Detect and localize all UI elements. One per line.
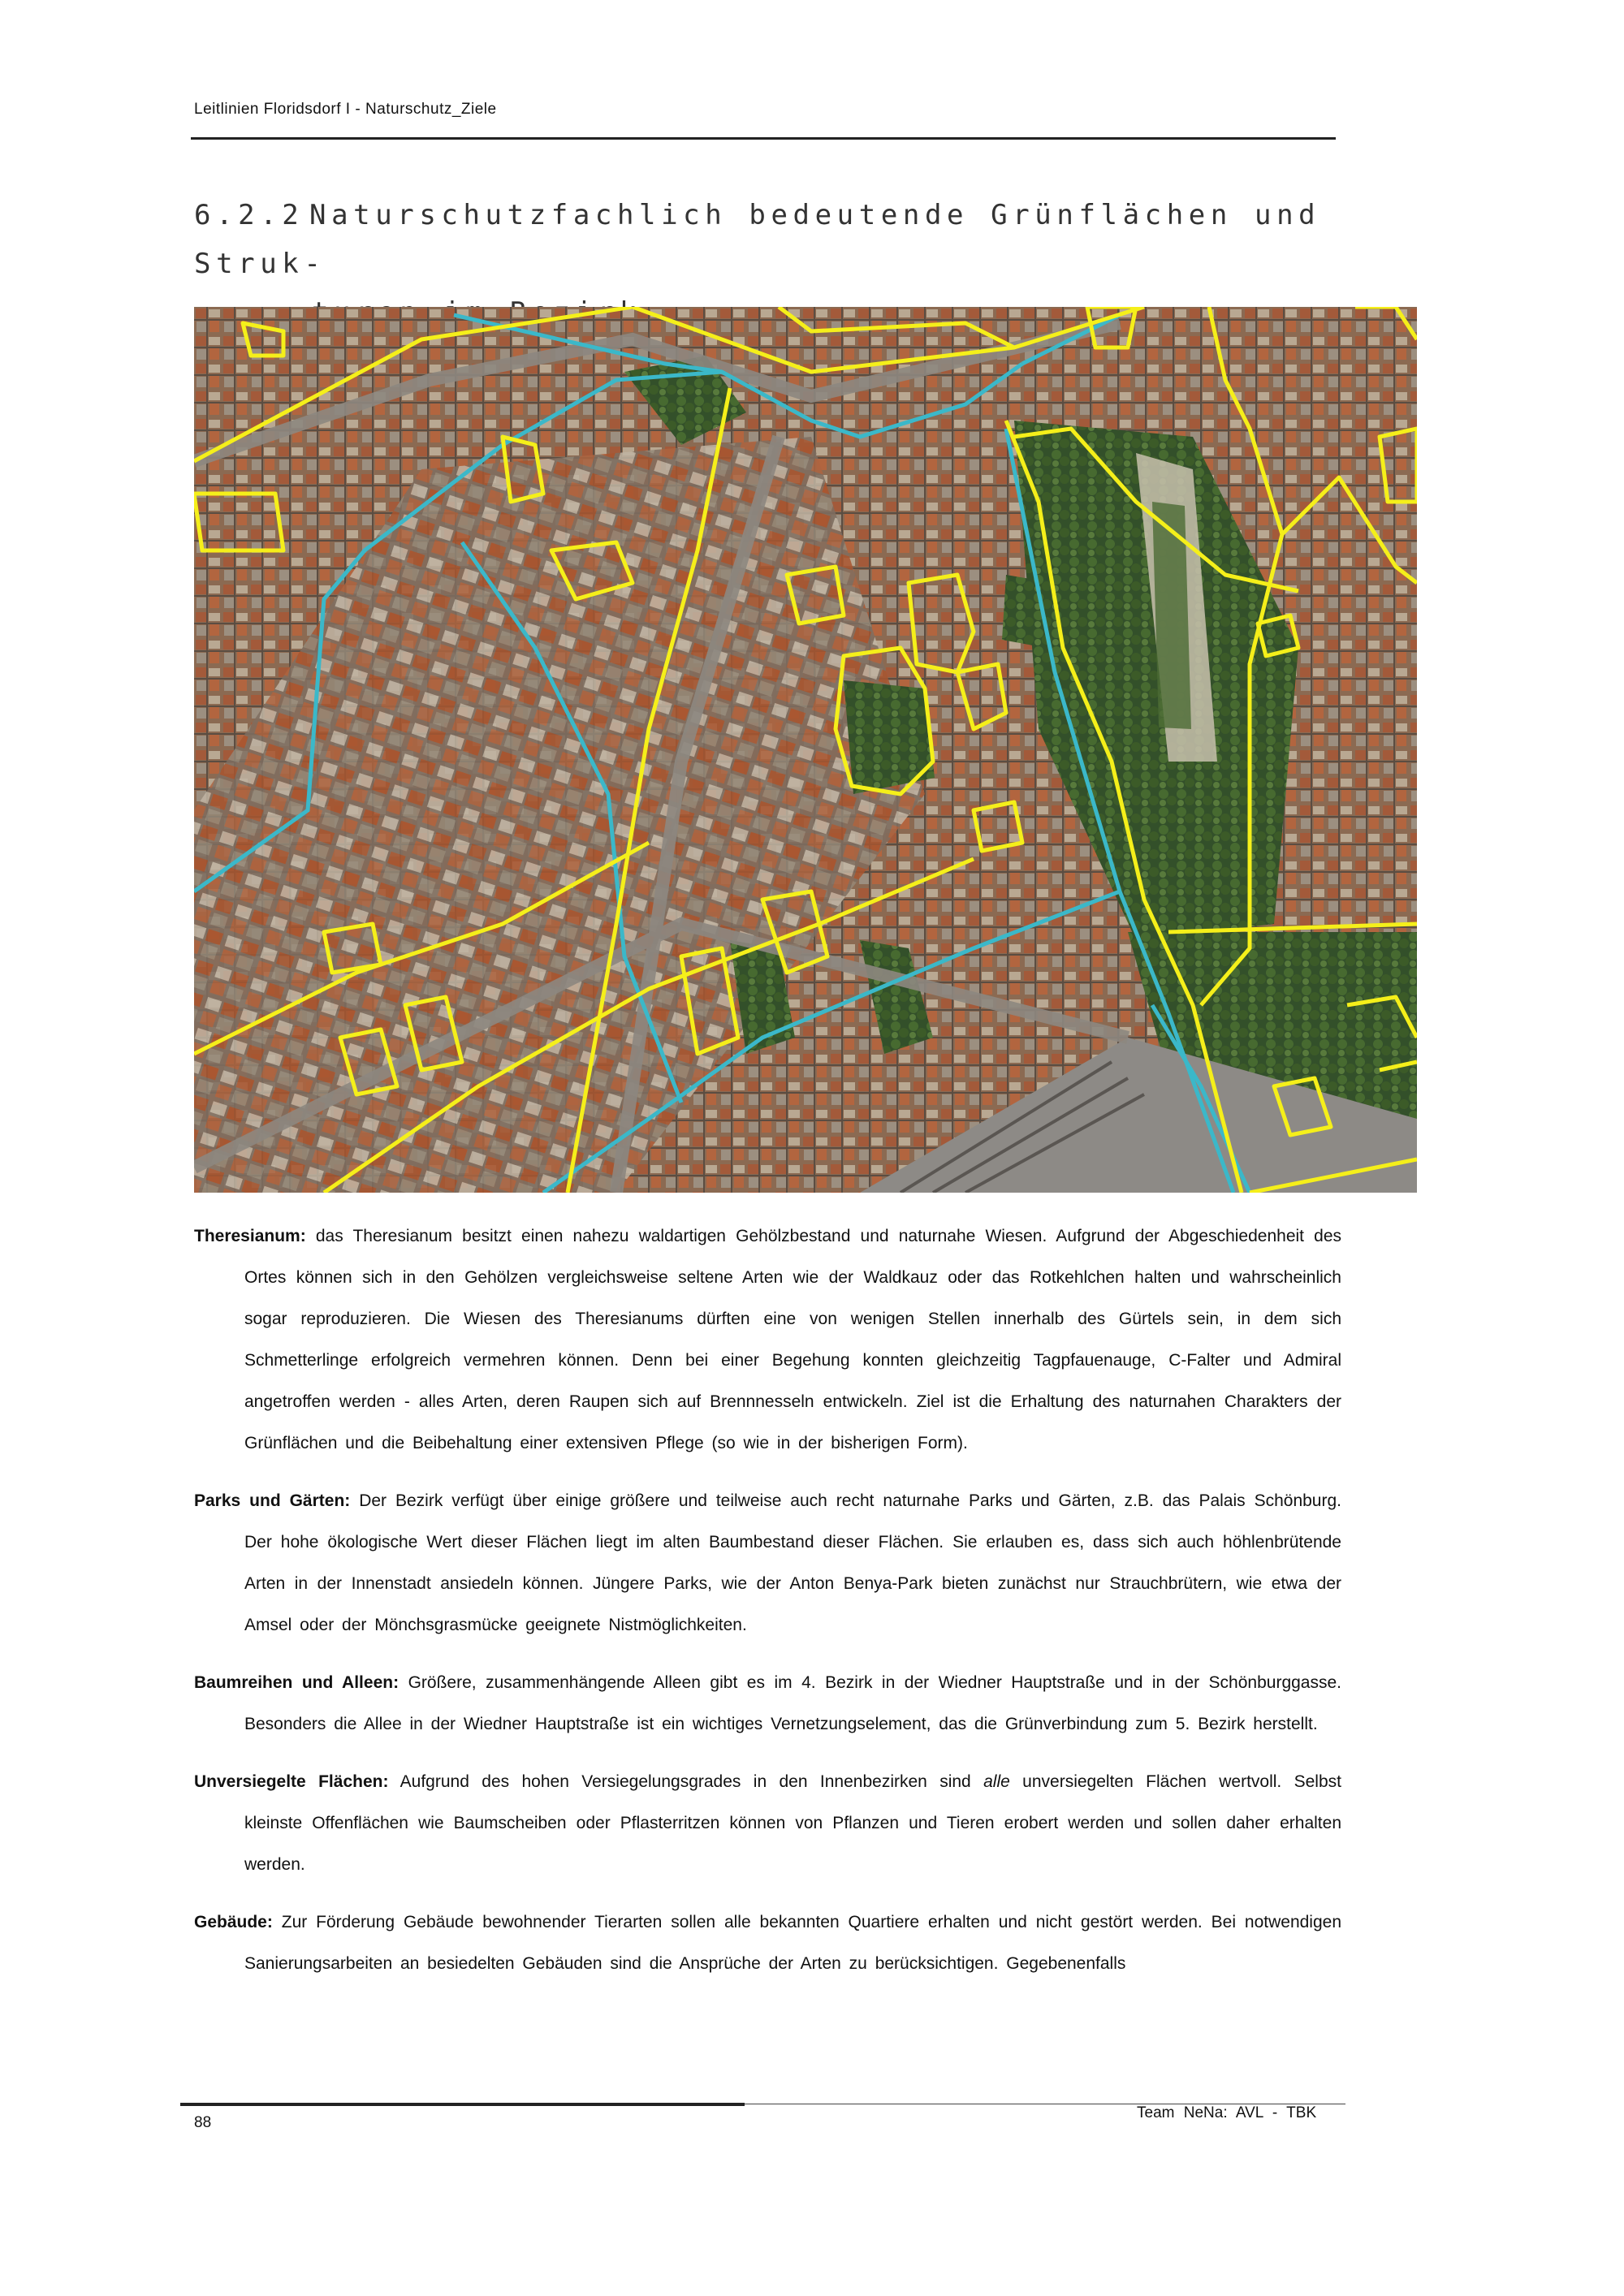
paragraph-parks-und-gaerten	[194, 1480, 1341, 1646]
paragraph-gebaeude	[194, 1901, 1341, 1984]
paragraph-text: Der Bezirk verfügt über einige größere und teilweise auch recht naturnahe Parks und Gärten, z.B. das Palais Schönburg. Der hohe ökologische Wert dieser Flächen liegt im alten Baumbestand dieser Flächen. Sie erlauben es, dass sich auch höhlenbrütende Arten in der Innenstadt ansiedeln können. Jüngere Parks, wie der Anton Benya-Park bieten zunächst nur Strauchbrütern, wie etwa der Amsel oder der Mönchsgrasmücke geeignete Nistmöglichkeiten.	[244, 1491, 1341, 1634]
footer-credit: Team NeNa: AVL - TBK	[1137, 2104, 1317, 2121]
term-unversiegelte-flaechen: Unversiegelte Flächen:	[194, 1772, 389, 1791]
paragraph-text: das Theresianum besitzt einen nahezu waldartigen Gehölzbestand und naturnahe Wiesen. Aufgrund der Abgeschiedenheit des Ortes können sich in den Gehölzen vergleichsweise seltene Arten wie der Waldkauz oder das Rotkehlchen halten und wahrscheinlich sogar reproduzieren. Die Wiesen des Theresianums dürften eine von wenigen Stellen innerhalb des Gürtels sein, in dem sich Schmetterlinge erfolgreich vermehren können. Denn bei einer Begehung konnten gleichzeitig Tagpfauenauge, C-Falter und Admiral angetroffen werden - alles Arten, deren Raupen sich auf Brennnesseln entwickeln. Ziel ist die Erhaltung des naturnahen Charakters der Grünflächen und die Beibehaltung einer extensiven Pflege (so wie in der bisherigen Form).	[244, 1227, 1341, 1452]
page-number: 88	[194, 2114, 212, 2131]
running-header: Leitlinien Floridsdorf I - Naturschutz_Ziele	[194, 101, 497, 118]
body-text	[194, 1215, 1341, 2000]
section-number: 6.2.2	[194, 199, 304, 231]
paragraph-text: Aufgrund des hohen Versiegelungsgrades in den Innenbezirken sind	[388, 1772, 984, 1791]
section-title-line1: Naturschutzfachlich bedeutende Grünflächen und Struk-	[194, 199, 1321, 280]
paragraph-emphasis: alle	[983, 1772, 1010, 1791]
term-parks-und-gaerten: Parks und Gärten:	[194, 1491, 351, 1510]
header-rule	[191, 137, 1336, 140]
footer-rule	[180, 2103, 745, 2106]
term-baumreihen-und-alleen: Baumreihen und Alleen:	[194, 1673, 400, 1692]
paragraph-text: unversiegelten Flächen wertvoll. Selbst kleinste Offenflächen wie Baumscheiben oder Pflasterritzen können von Pflanzen und Tieren erobert werden und sollen daher erhalten werden.	[244, 1772, 1341, 1874]
paragraph-text: Zur Förderung Gebäude bewohnender Tierarten sollen alle bekannten Quartiere erhalten und nicht gestört werden. Bei notwendigen Sanierungsarbeiten an besiedelten Gebäuden sind die Ansprüche der Arten zu berücksichtigen. Gegebenenfalls	[244, 1913, 1341, 1973]
paragraph-text: Größere, zusammenhängende Alleen gibt es im 4. Bezirk in der Wiedner Hauptstraße und in der Schönburggasse. Besonders die Allee in der Wiedner Hauptstraße ist ein wichtiges Vernetzungselement, das die Grünverbindung zum 5. Bezirk herstellt.	[244, 1673, 1341, 1733]
paragraph-unversiegelte-flaechen	[194, 1761, 1341, 1885]
aerial-photo-district-map	[194, 307, 1417, 1193]
term-theresianum: Theresianum:	[194, 1227, 306, 1245]
paragraph-theresianum	[194, 1215, 1341, 1464]
term-gebaeude: Gebäude:	[194, 1913, 273, 1931]
paragraph-baumreihen-und-alleen	[194, 1662, 1341, 1745]
